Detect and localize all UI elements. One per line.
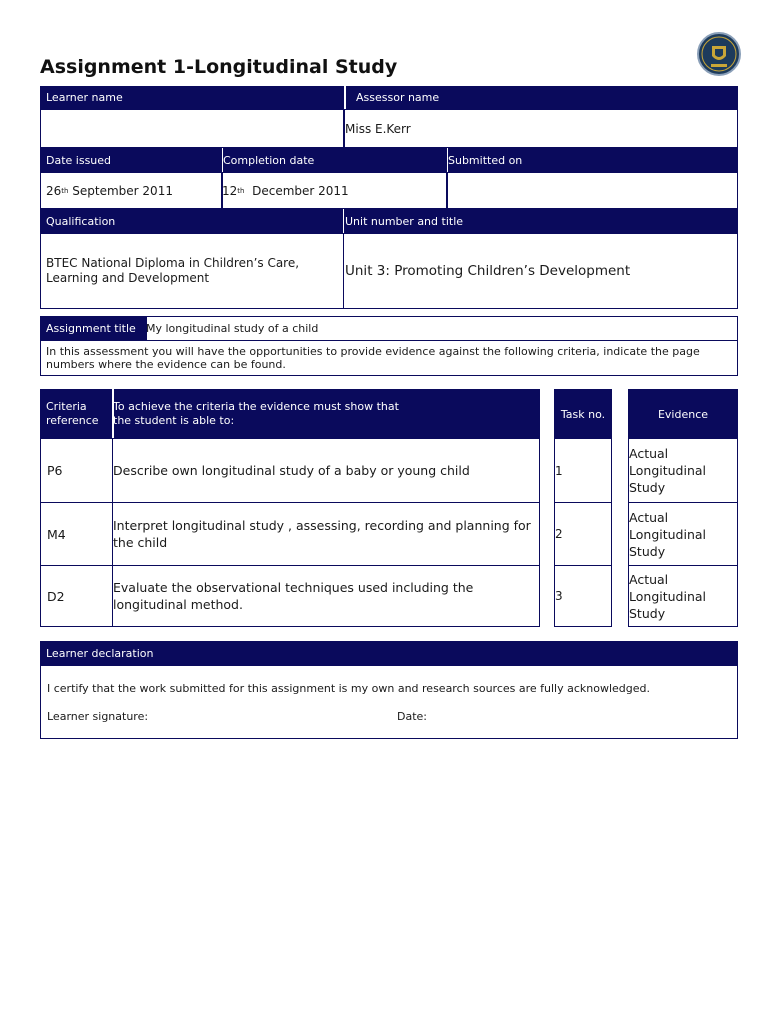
assignment-title-label: Assignment title xyxy=(40,316,147,340)
task-number: 1 xyxy=(554,438,612,503)
declaration-box xyxy=(40,665,738,739)
assessor-name-value: Miss E.Kerr xyxy=(343,109,738,148)
submitted-on-value xyxy=(446,172,738,209)
evidence-value: Actual Longitudinal Study xyxy=(628,438,738,503)
date-issued-rest: September 2011 xyxy=(68,183,173,198)
criteria-ref: M4 xyxy=(47,526,66,542)
evidence-value: Actual Longitudinal Study xyxy=(628,502,738,566)
evidence-value: Actual Longitudinal Study xyxy=(628,565,738,627)
criteria-ref: D2 xyxy=(47,588,65,604)
qualification-value: BTEC National Diploma in Children’s Care, Learning and Development xyxy=(40,233,344,309)
date-issued-value xyxy=(40,172,223,209)
declaration-header: Learner declaration xyxy=(40,641,738,666)
evidence-header: Evidence xyxy=(628,389,738,439)
date-issued-sup: th xyxy=(61,186,69,195)
qualification-label: Qualification xyxy=(40,209,343,233)
date-issued-day: 26 xyxy=(46,183,62,198)
date-issued-label: Date issued xyxy=(40,148,222,172)
signature-label: Learner signature: xyxy=(47,710,149,723)
assessor-name-label: Assessor name xyxy=(344,86,738,109)
unit-value: Unit 3: Promoting Children’s Development xyxy=(343,233,738,309)
completion-date-label: Completion date xyxy=(222,148,447,172)
completion-day: 12 xyxy=(222,183,238,198)
declaration-statement: I certify that the work submitted for this assignment is my own and research sources are fully acknowledged. xyxy=(47,682,651,695)
task-no-header: Task no. xyxy=(554,389,612,439)
task-number: 3 xyxy=(554,565,612,627)
assignment-title-value: My longitudinal study of a child xyxy=(146,316,738,341)
learner-name-label: Learner name xyxy=(40,86,344,109)
school-crest-icon xyxy=(697,32,741,76)
task-number: 2 xyxy=(554,502,612,566)
criteria-description: Evaluate the observational techniques used including the longitudinal method. xyxy=(112,565,540,627)
completion-rest: December 2011 xyxy=(244,183,349,198)
unit-label: Unit number and title xyxy=(343,209,738,233)
completion-date-value xyxy=(221,172,448,209)
assignment-instructions: In this assessment you will have the opportunities to provide evidence against the following criteria, indicate the page numbers where the evidence can be found. xyxy=(40,340,738,376)
criteria-reference-header: Criteria reference xyxy=(46,400,99,427)
completion-sup: th xyxy=(237,186,245,195)
criteria-description-header: To achieve the criteria the evidence must show that the student is able to: xyxy=(113,400,399,427)
submitted-on-label: Submitted on xyxy=(447,148,738,172)
date-label: Date: xyxy=(397,710,427,723)
criteria-ref: P6 xyxy=(47,463,63,478)
criteria-description: Describe own longitudinal study of a baby or young child xyxy=(112,438,540,503)
criteria-description: Interpret longitudinal study , assessing, recording and planning for the child xyxy=(112,502,540,566)
page-title: Assignment 1-Longitudinal Study xyxy=(40,56,398,78)
learner-name-value xyxy=(40,109,345,148)
